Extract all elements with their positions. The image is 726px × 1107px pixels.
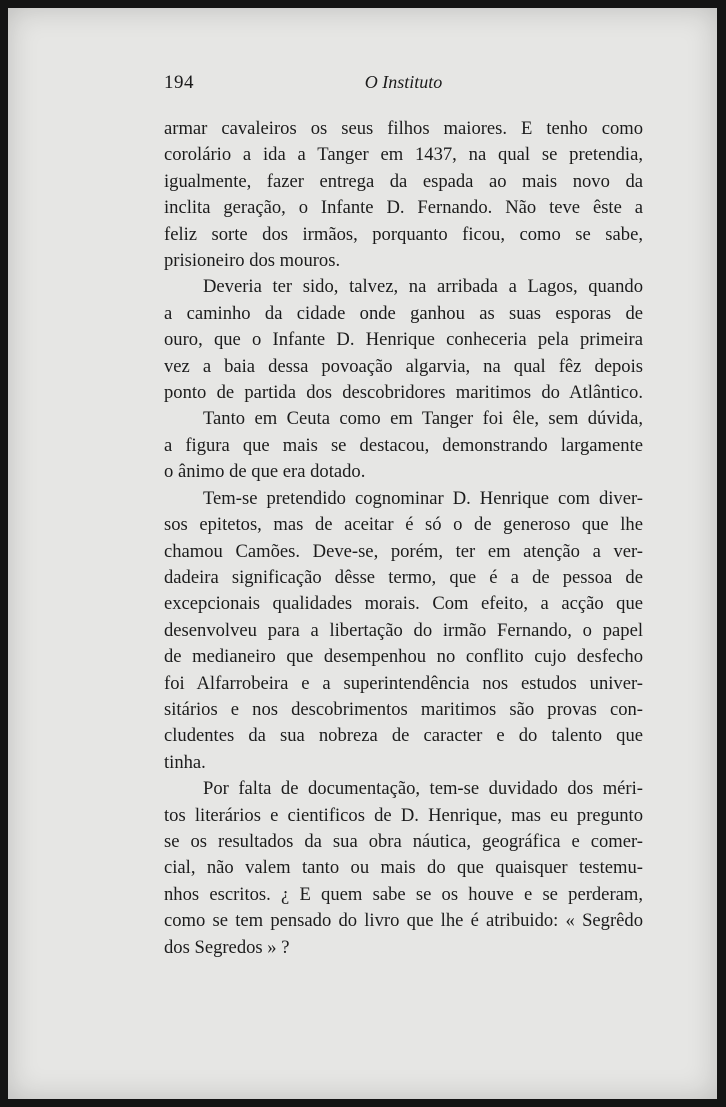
text-line: dos Segredos » ? [164, 936, 290, 958]
text-line: de medianeiro que desempenhou no conflito cujo desfecho [164, 646, 643, 668]
text-line: como se tem pensado do livro que lhe é atribuido: « Segrêdo [164, 910, 643, 932]
text-line: foi Alfarrobeira e a superintendência nos estudos univer- [164, 672, 643, 694]
paragraph [164, 776, 643, 961]
text-line: nhos escritos. ¿ E quem sabe se os houve e se perderam, [164, 883, 643, 905]
text-line: feliz sorte dos irmãos, porquanto ficou, como se sabe, [164, 223, 643, 245]
text-line: inclita geração, o Infante D. Fernando. Não teve êste a [164, 197, 643, 219]
text-line: sos epitetos, mas de aceitar é só o de generoso que lhe [164, 514, 643, 536]
text-line: sitários e nos descobrimentos maritimos são provas con- [164, 698, 643, 720]
text-line: Por falta de documentação, tem-se duvidado dos méri- [203, 778, 643, 800]
text-line: Tem-se pretendido cognominar D. Henrique com diver- [203, 487, 643, 509]
text-line: se os resultados da sua obra náutica, geográfica e comer- [164, 830, 643, 852]
page-body [164, 116, 643, 961]
paragraph [164, 116, 643, 274]
text-line: a figura que mais se destacou, demonstrando largamente [164, 434, 643, 456]
text-line: ponto de partida dos descobridores maritimos do Atlântico. [164, 382, 643, 404]
text-line: dadeira significação dêsse termo, que é a de pessoa de [164, 566, 643, 588]
page-header [164, 72, 643, 96]
text-line: vez a baia dessa povoação algarvia, na qual fêz depois [164, 355, 643, 377]
text-line: tinha. [164, 751, 206, 773]
page-number: 194 [164, 72, 194, 93]
text-line: excepcionais qualidades morais. Com efeito, a acção que [164, 593, 643, 615]
text-line: tos literários e cientificos de D. Henrique, mas eu pregunto [164, 804, 643, 826]
running-title: O Instituto [364, 72, 443, 92]
text-line: chamou Camões. Deve-se, porém, ter em atenção a ver- [164, 540, 643, 562]
paragraph [164, 486, 643, 776]
text-line: corolário a ida a Tanger em 1437, na qual se pretendia, [164, 144, 643, 166]
text-line: Deveria ter sido, talvez, na arribada a Lagos, quando [203, 276, 643, 298]
text-line: o ânimo de que era dotado. [164, 461, 366, 483]
text-line: desenvolveu para a libertação do irmão Fernando, o papel [164, 619, 643, 641]
text-line: igualmente, fazer entrega da espada ao mais novo da [164, 170, 643, 192]
text-line: Tanto em Ceuta como em Tanger foi êle, sem dúvida, [203, 408, 643, 430]
text-line: a caminho da cidade onde ganhou as suas esporas de [164, 302, 643, 324]
paragraph [164, 274, 643, 406]
text-line: cial, não valem tanto ou mais do que quaisquer testemu- [164, 857, 643, 879]
text-line: armar cavaleiros os seus filhos maiores. E tenho como [164, 118, 643, 139]
text-line: cludentes da sua nobreza de caracter e do talento que [164, 725, 643, 747]
text-line: ouro, que o Infante D. Henrique conheceria pela primeira [164, 329, 643, 351]
paragraph [164, 406, 643, 485]
book-page [8, 8, 717, 1099]
text-line: prisioneiro dos mouros. [164, 250, 341, 272]
